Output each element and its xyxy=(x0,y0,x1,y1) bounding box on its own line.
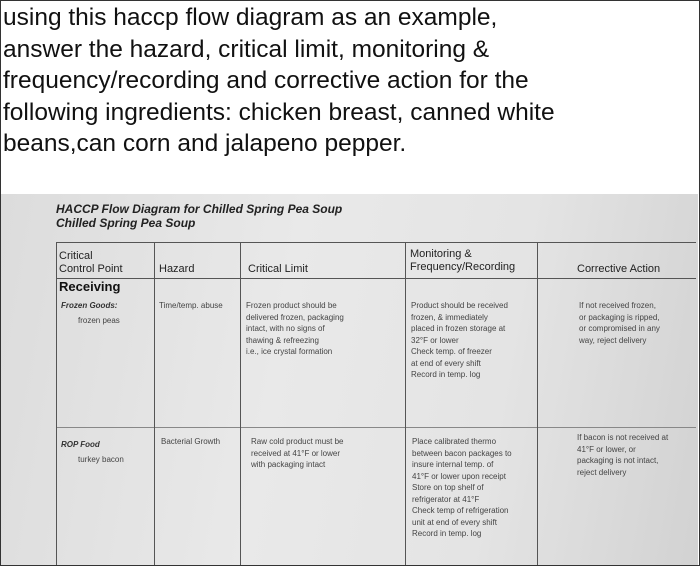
question-line: beans,can corn and jalapeno pepper. xyxy=(3,130,407,157)
row1-monitoring-line: 32°F or lower xyxy=(411,335,459,345)
row1-corrective-line: If not received frozen, xyxy=(579,301,656,310)
section-receiving: Receiving xyxy=(59,279,121,294)
row1-hazard-label: Time/temp. abuse xyxy=(159,301,223,310)
header-critical-limit-label: Critical Limit xyxy=(248,263,308,275)
row2-corrective-line: 41°F or lower, or xyxy=(577,444,636,454)
header-hazard xyxy=(159,263,194,276)
row2-ccp-title: ROP Food xyxy=(61,440,100,449)
row2-critical-limit xyxy=(251,436,344,471)
row1-hazard xyxy=(159,300,223,312)
row1-corrective-line: way, reject delivery xyxy=(579,335,647,345)
row1-critical-limit-line: delivered frozen, packaging xyxy=(246,312,344,322)
header-corrective xyxy=(577,263,660,276)
header-monitoring-line: Frequency/Recording xyxy=(410,261,516,273)
row1-monitoring-line: frozen, & immediately xyxy=(411,312,488,322)
table-row-rule xyxy=(56,427,696,428)
row1-corrective-line: or packaging is ripped, xyxy=(579,312,660,322)
row2-monitoring-line: unit at end of every shift xyxy=(412,517,497,527)
row2-monitoring-line: Place calibrated thermo xyxy=(412,437,497,446)
row1-critical-limit-line: Frozen product should be xyxy=(246,301,337,310)
row1-ccp-item-label: frozen peas xyxy=(78,316,120,325)
row2-corrective-line: packaging is not intact, xyxy=(577,456,659,465)
table-col-rule xyxy=(240,242,241,565)
row2-corrective xyxy=(577,432,668,478)
row1-ccp-item xyxy=(78,315,120,327)
header-corrective-label: Corrective Action xyxy=(577,263,661,275)
header-monitoring xyxy=(410,248,515,274)
row1-monitoring xyxy=(411,300,508,381)
header-ccp xyxy=(59,250,123,276)
row1-monitoring-line: Product should be received xyxy=(411,301,508,310)
row1-critical-limit-line: thawing & refreezing xyxy=(246,335,319,345)
row2-hazard-label: Bacterial Growth xyxy=(161,437,221,446)
row2-corrective-line: reject delivery xyxy=(577,467,627,477)
document-title-line: HACCP Flow Diagram for Chilled Spring Pea Soup xyxy=(56,202,343,216)
row2-ccp-item xyxy=(78,454,124,466)
row1-monitoring-line: Record in temp. log xyxy=(411,370,481,379)
row1-critical-limit-line: intact, with no signs of xyxy=(246,324,325,333)
table-col-rule xyxy=(56,242,57,565)
row1-critical-limit xyxy=(246,300,344,358)
row2-critical-limit-line: Raw cold product must be xyxy=(251,437,344,446)
question-line: following ingredients: chicken breast, canned white xyxy=(3,98,555,126)
question-text xyxy=(3,2,693,160)
row1-monitoring-line: Check temp. of freezer xyxy=(411,347,492,356)
question-line: using this haccp flow diagram as an example, xyxy=(3,4,498,31)
row1-ccp-title: Frozen Goods: xyxy=(61,301,118,310)
row2-corrective-line: If bacon is not received at xyxy=(577,433,669,442)
haccp-document-photo xyxy=(1,194,698,565)
header-hazard-label: Hazard xyxy=(159,263,195,275)
table-col-rule xyxy=(154,242,155,565)
row2-critical-limit-line: with packaging intact xyxy=(251,460,326,469)
row2-monitoring-line: refrigerator at 41°F xyxy=(412,494,480,504)
question-line: frequency/recording and corrective action for the xyxy=(3,67,529,94)
header-ccp-line: Critical xyxy=(59,250,93,262)
row2-monitoring-line: between bacon packages to xyxy=(412,448,512,458)
row2-ccp-item-label: turkey bacon xyxy=(78,455,124,464)
header-monitoring-line: Monitoring & xyxy=(410,248,472,260)
row2-hazard xyxy=(161,436,220,448)
row2-critical-limit-line: received at 41°F or lower xyxy=(251,448,341,458)
question-line: answer the hazard, critical limit, monitoring & xyxy=(3,35,490,63)
row2-monitoring-line: Check temp of refrigeration xyxy=(412,506,509,515)
row2-monitoring-line: Record in temp. log xyxy=(412,529,482,538)
document-title xyxy=(56,202,342,230)
row2-monitoring-line: 41°F or lower upon receipt xyxy=(412,471,506,481)
row1-monitoring-line: at end of every shift xyxy=(411,358,481,368)
row1-ccp xyxy=(61,300,117,312)
table-header-rule xyxy=(56,278,696,279)
row2-monitoring-line: insure internal temp. of xyxy=(412,460,494,469)
row2-monitoring xyxy=(412,436,512,540)
header-critical-limit xyxy=(248,263,308,276)
row1-monitoring-line: placed in frozen storage at xyxy=(411,324,506,333)
row1-critical-limit-line: i.e., ice crystal formation xyxy=(246,347,333,356)
table-col-rule xyxy=(537,242,538,565)
row2-ccp xyxy=(61,439,100,451)
document-subtitle-line: Chilled Spring Pea Soup xyxy=(56,216,196,230)
header-ccp-line: Control Point xyxy=(59,263,123,275)
row2-monitoring-line: Store on top shelf of xyxy=(412,483,484,492)
row1-corrective xyxy=(579,300,660,346)
table-top-rule xyxy=(56,242,696,243)
table-col-rule xyxy=(405,242,406,565)
row1-corrective-line: or compromised in any xyxy=(579,324,660,333)
